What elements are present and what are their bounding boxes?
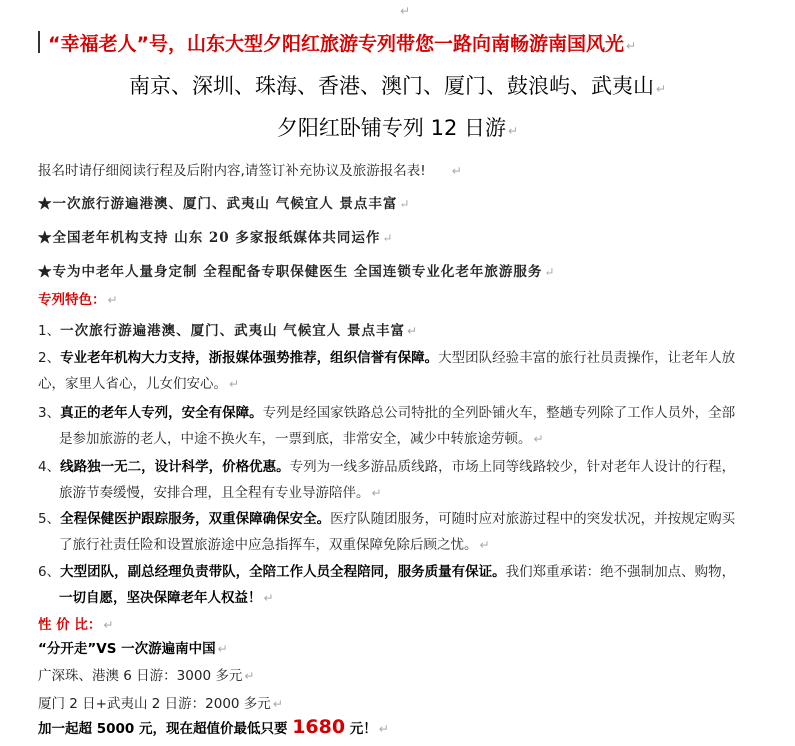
compare-title: “分开走”VS 一次游遍南中国 ↵ bbox=[38, 641, 228, 657]
feature-item: 1、一次旅行游遍港澳、厦门、武夷山 气候宜人 景点丰富 ↵ bbox=[38, 323, 418, 339]
highlight-line: ★一次旅行游遍港澳、厦门、武夷山 气候宜人 景点丰富 ↵ bbox=[38, 196, 411, 212]
feature-item-continued: 是参加旅游的老人，中途不换火车，一票到底，非常安全，减少中转旅途劳顿。 ↵ bbox=[59, 431, 544, 447]
route-title: 南京、深圳、珠海、香港、澳门、厦门、鼓浪屿、武夷山 ↵ bbox=[128, 74, 667, 98]
paragraph-mark: ↵ bbox=[400, 4, 411, 18]
headline-title: “幸福老人”号，山东大型夕阳红旅游专列带您一路向南畅游南国风光 ↵ bbox=[48, 33, 637, 55]
price-value: 1680 bbox=[292, 716, 346, 738]
value-heading: 性 价 比： ↵ bbox=[38, 617, 114, 633]
feature-item: 6、大型团队，副总经理负责带队，全陪工作人员全程陪同，服务质量有保证。我们郑重承诺：绝不强制加点、购物， bbox=[38, 564, 736, 580]
trip-title: 夕阳红卧铺专列 12 日游 ↵ bbox=[276, 116, 519, 140]
highlight-line: ★专为中老年人量身定制 全程配备专职保健医生 全国连锁专业化老年旅游服务 ↵ bbox=[38, 264, 556, 280]
feature-item-continued: 旅游节奏缓慢，安排合理，且全程有专业导游陪伴。 ↵ bbox=[59, 485, 382, 501]
feature-item-continued: 心，家里人省心，儿女们安心。 ↵ bbox=[38, 376, 240, 392]
final-price-line: 加一起超 5000 元，现在超值价最低只要 1680 元！ ↵ bbox=[38, 716, 389, 738]
features-heading: 专列特色： ↵ bbox=[38, 292, 118, 308]
feature-item: 5、全程保健医护跟踪服务，双重保障确保安全。医疗队随团服务，可随时应对旅游过程中的突发状况，并按规定购买 bbox=[38, 511, 736, 527]
text-cursor bbox=[38, 31, 40, 53]
notice-text: 报名时请仔细阅读行程及后附内容,请签订补充协议及旅游报名表! ↵ bbox=[38, 163, 462, 179]
feature-item: 3、真正的老年人专列，安全有保障。专列是经国家铁路总公司特批的全列卧铺火车，整趟专列除了工作人员外，全部 bbox=[38, 405, 736, 421]
feature-item-continued: 一切自愿，坚决保障老年人权益！ ↵ bbox=[59, 590, 274, 606]
compare-item: 厦门 2 日+武夷山 2 日游：2000 多元 ↵ bbox=[38, 696, 283, 712]
feature-item: 2、专业老年机构大力支持，浙报媒体强势推荐，组织信誉有保障。大型团队经验丰富的旅行社员责操作，让老年人放 bbox=[38, 350, 736, 366]
feature-item-continued: 了旅行社责任险和设置旅游途中应急指挥车，双重保障免除后顾之忧。 ↵ bbox=[59, 537, 490, 553]
highlight-line: ★全国老年机构支持 山东 20 多家报纸媒体共同运作 ↵ bbox=[38, 230, 394, 246]
compare-item: 广深珠、港澳 6 日游：3000 多元 ↵ bbox=[38, 668, 255, 684]
feature-item: 4、线路独一无二，设计科学，价格优惠。专列为一线多游品质线路，市场上同等线路较少，针对老年人设计的行程， bbox=[38, 459, 736, 475]
